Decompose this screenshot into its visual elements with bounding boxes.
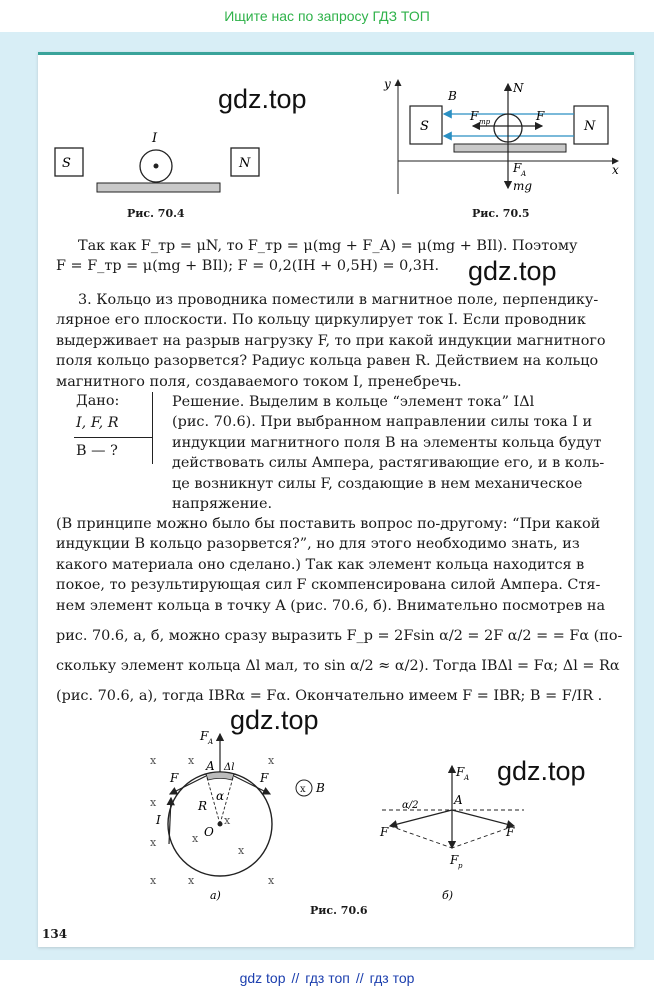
svg-text:x: x: [150, 836, 157, 849]
b-label: B: [316, 781, 325, 795]
r-label: R: [198, 799, 208, 813]
f-left-label-b: F: [380, 825, 389, 839]
magnet-s-label: S: [62, 156, 71, 171]
given-find: B — ?: [76, 443, 118, 459]
svg-text:x: x: [150, 796, 157, 809]
fig-70-5-caption: Рис. 70.5: [472, 207, 530, 220]
f-left-b: [390, 810, 452, 826]
parallelogram-left: [390, 826, 452, 848]
given-block: [76, 390, 119, 462]
label-b: б): [442, 889, 454, 902]
f-right-b: [452, 810, 514, 826]
formula-line: (рис. 70.6, а), тогда IBRα = Fα. Окончательно имеем F = IBR; B = F/IR .: [56, 688, 603, 704]
o-label: O: [204, 825, 214, 839]
text-line: покое, то результирующая сил F скомпенсирована силой Ампера. Стя-: [56, 577, 601, 594]
current-dot: [154, 164, 159, 169]
label-a: а): [210, 889, 221, 902]
formula-block: [56, 621, 626, 711]
parallelogram-right: [452, 826, 514, 848]
given-divider-horizontal: [74, 437, 153, 438]
x-axis-label: x: [612, 163, 619, 177]
text-line: какого материала оно сделано.) Так как элемент кольца находится в: [56, 556, 585, 573]
f-label: F: [536, 109, 545, 123]
f-right-label: F: [260, 771, 269, 785]
footer-link-1[interactable]: gdz top: [239, 970, 286, 986]
watermark: gdz.top: [218, 84, 307, 114]
given-values: I, F, R: [76, 415, 119, 431]
given-title: Дано:: [76, 393, 120, 409]
problem-3: [56, 290, 622, 392]
fp-label: F: [450, 853, 459, 867]
fp-subscript: р: [458, 862, 463, 870]
fa-label: F: [200, 729, 209, 743]
watermark: gdz.top: [497, 756, 586, 786]
a-label-b: A: [454, 793, 463, 807]
text-line: (В принципе можно было бы поставить вопрос по-другому: “При какой: [56, 516, 601, 532]
center-point: [218, 822, 223, 827]
fa-label: F: [513, 161, 522, 175]
text-line: Решение. Выделим в кольце “элемент тока” IΔl: [172, 394, 535, 410]
text-line: (рис. 70.6). При выбранном направлении силы тока I и: [172, 414, 593, 431]
alpha-label: α: [216, 789, 225, 803]
page-number: 134: [42, 927, 68, 941]
watermark: gdz.top: [230, 705, 319, 735]
svg-text:x: x: [224, 814, 231, 827]
paragraph-friction: [56, 236, 618, 277]
ftr-subscript: тр: [479, 118, 491, 126]
magnet-n-label: N: [239, 156, 251, 171]
svg-text:x: x: [188, 754, 195, 767]
footer-separator: //: [355, 970, 364, 986]
rail: [454, 144, 566, 152]
text-line: индукции B кольцо разорвется?”, но для этого необходимо знать, из: [56, 536, 580, 553]
text-line: 3. Кольцо из проводника поместили в магнитное поле, перпендику-: [78, 292, 599, 308]
text-line: F = F_тр = μ(mg + BIl); F = 0,2(IH + 0,5H) = 0,3Н.: [56, 258, 440, 275]
current-label: I: [152, 131, 158, 146]
a-label: A: [206, 759, 215, 773]
figure-70-6: [140, 724, 540, 904]
text-line: поля кольцо разорвется? Радиус кольца равен R. Действием на кольцо: [56, 353, 599, 370]
given-divider-vertical: [152, 392, 153, 464]
ftr-label: F: [470, 109, 479, 123]
fig-70-4-caption: Рис. 70.4: [127, 207, 185, 220]
b-field-cross: x: [300, 784, 306, 795]
footer-link-3[interactable]: гдз тор: [369, 970, 415, 986]
footer-separator: //: [291, 970, 300, 986]
current-label: I: [156, 813, 161, 827]
remark: [56, 514, 622, 616]
f-right-label-b: F: [506, 825, 515, 839]
svg-text:x: x: [268, 874, 275, 887]
half-alpha-label: α/2: [402, 800, 419, 811]
n-label: N: [513, 81, 524, 95]
solution: [172, 392, 622, 514]
mg-label: mg: [513, 179, 533, 193]
text-line: лярное его плоскости. По кольцу циркулирует ток I. Если проводник: [56, 312, 586, 329]
svg-text:x: x: [268, 754, 275, 767]
svg-text:x: x: [188, 874, 195, 887]
svg-text:x: x: [192, 832, 199, 845]
text-line: действовать силы Ампера, растягивающие его, и в коль-: [172, 455, 605, 472]
watermark: gdz.top: [468, 256, 557, 286]
text-line: нем элемент кольца в точку A (рис. 70.6, б). Внимательно посмотрев на: [56, 597, 606, 614]
dl-label: Δl: [224, 762, 235, 773]
text-line: индукции магнитного поля B на элементы кольца будут: [172, 434, 602, 451]
svg-text:x: x: [150, 754, 157, 767]
svg-text:x: x: [238, 844, 245, 857]
footer-link-2[interactable]: гдз топ: [305, 970, 350, 986]
f-left-label: F: [170, 771, 179, 785]
y-axis-label: y: [384, 77, 391, 91]
fa-subscript: А: [208, 738, 214, 746]
magnet-n-label: N: [584, 119, 596, 134]
text-line: напряжение.: [172, 496, 273, 513]
svg-text:x: x: [150, 874, 157, 887]
fa-label-b: F: [456, 765, 465, 779]
footer-links: [0, 962, 654, 994]
text-line: выдерживает на разрыв нагрузку F, то при какой индукции магнитного: [56, 332, 606, 349]
formula-line: скольку элемент кольца Δl мал, то sin α/2 ≈ α/2). Тогда IBΔl = Fα; Δl = Rα: [56, 658, 620, 674]
rail: [97, 183, 220, 192]
figure-70-5: [378, 76, 626, 198]
text-line: це возникнут силы F, создающие в нем механическое: [172, 475, 583, 492]
top-link[interactable]: Ищите нас по запросу ГДЗ ТОП: [224, 8, 430, 24]
fig-70-6-caption: Рис. 70.6: [310, 904, 368, 917]
text-line: магнитного поля, создаваемого током I, пренебречь.: [56, 373, 462, 390]
magnet-s-label: S: [420, 119, 429, 134]
figure-70-4: [50, 128, 260, 198]
fa-subscript-b: А: [464, 774, 470, 782]
ring-element: [206, 772, 234, 780]
text-line: Так как F_тр = μN, то F_тр = μ(mg + F_А) = μ(mg + BIl). Поэтому: [78, 238, 578, 254]
formula-line: рис. 70.6, а, б, можно сразу выразить F_р = 2Fsin α/2 = 2F α/2 = = Fα (по-: [56, 628, 623, 644]
b-label: B: [448, 89, 457, 103]
fa-subscript: А: [521, 170, 527, 178]
